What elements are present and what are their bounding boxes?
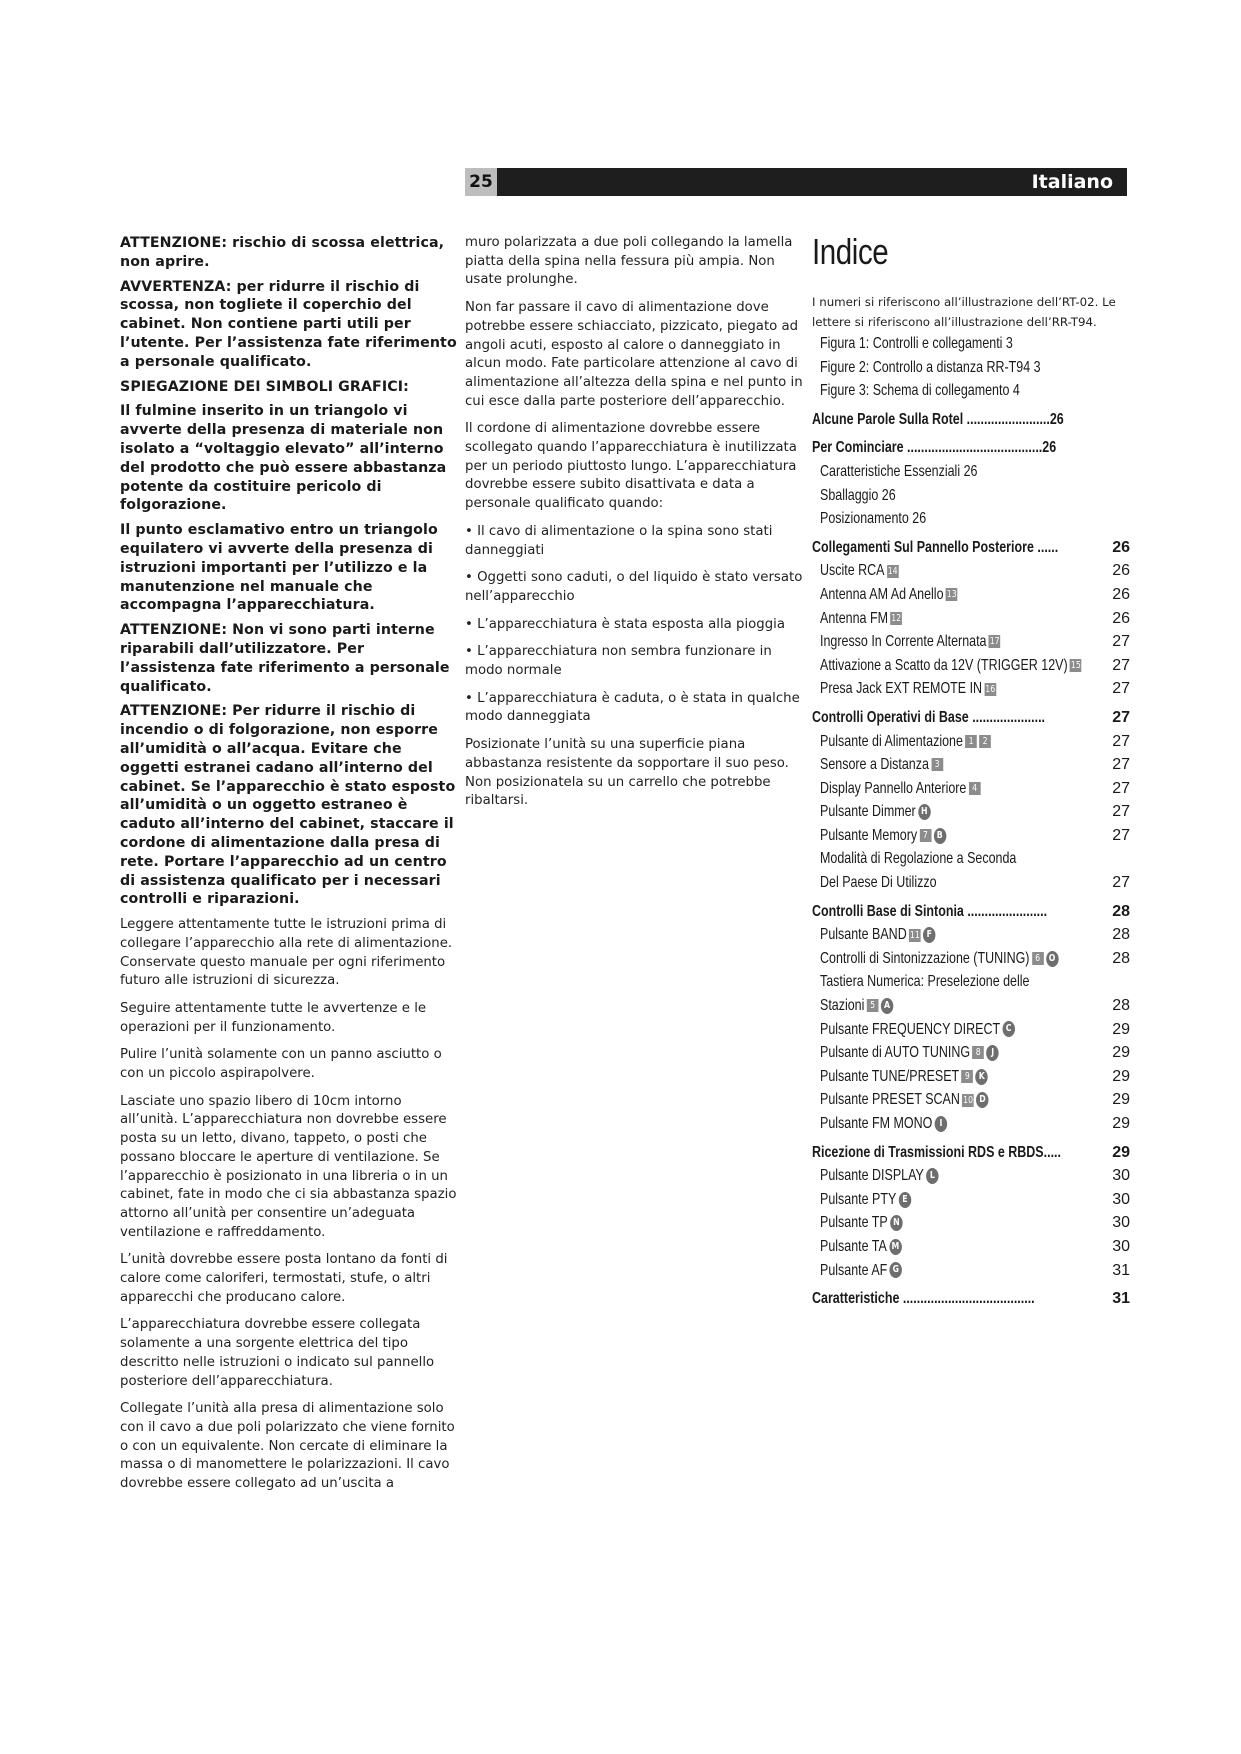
safety-column-left [120, 234, 462, 1503]
toc-entry-text [812, 1287, 1035, 1311]
warning-fire-moisture: ATTENZIONE: Per ridurre il rischio di incendio o di folgorazione, non esporre all’umidità o all’acqua. Evitare che oggetti estranei cadano all’interno del cabinet. Se l’apparecchio è stato esposto all’umidità o un oggetto estraneo è caduto all’interno del cabinet, staccare il cordone di alimentazione dalla presa di rete. Portare l’apparecchio ad un centro di assistenza qualificato per i necessari controlli e riparazioni. [120, 703, 456, 908]
toc-entry-label: Caratteristiche ...................................... [812, 1290, 1035, 1308]
toc-page-number: 27 [1112, 680, 1130, 698]
toc-page-number: 29 [1112, 1091, 1130, 1109]
toc-entry-text [820, 947, 1058, 971]
toc-item[interactable] [812, 677, 1130, 701]
language-label: Italiano [1031, 171, 1113, 193]
toc-entry-text [820, 654, 1082, 678]
toc-entry-label: Pulsante AF [820, 1261, 888, 1279]
paragraph: Pulire l’unità solamente con un panno asciutto o con un piccolo aspirapolvere. [120, 1047, 442, 1082]
toc-entry-label: Pulsante FM MONO [820, 1115, 933, 1132]
toc-entry-text [820, 1211, 903, 1235]
toc-section[interactable] [812, 408, 1130, 432]
toc-page-number: 27 [1112, 708, 1130, 726]
toc-entry-label: Sensore a Distanza [820, 756, 929, 774]
toc-section[interactable] [812, 1141, 1130, 1165]
bullet-item: • L’apparecchiatura è stata esposta alla pioggia [465, 616, 786, 632]
warning-exclamation: Il punto esclamativo entro un triangolo equilatero vi avverte della presenza di istruzioni importanti per l’utilizzo e la manutenzione nel manuale che accompagna l’apparecchiatura. [120, 522, 438, 614]
paragraph: Collegate l’unità alla presa di alimentazione solo con il cavo a due poli polarizzato che viene fornito o con un equivalente. Non cercate di eliminare la massa o di manomettere le polarizzazioni. Il cavo dovrebbe essere collegato ad un’uscita a [120, 1401, 455, 1492]
toc-item[interactable] [812, 753, 1130, 777]
toc-entry-label: Antenna FM [820, 609, 888, 627]
ref-letter-circle: F [923, 927, 935, 943]
toc-entry-text [820, 630, 1001, 654]
toc-item[interactable] [812, 356, 1130, 380]
ref-number-box: 5 [867, 999, 879, 1012]
toc-entry-label: Sballaggio 26 [820, 486, 896, 504]
ref-letter-circle: I [935, 1116, 947, 1132]
ref-number-box: 1 [965, 735, 977, 748]
toc-entry-label: Tastiera Numerica: Preselezione delle [820, 973, 1030, 991]
ref-letter-circle: A [881, 998, 893, 1014]
toc-entry-text [820, 1065, 988, 1089]
toc-page-number: 27 [1112, 756, 1130, 774]
ref-letter-circle: L [926, 1168, 938, 1184]
ref-number-box: 10 [963, 1094, 974, 1106]
toc-item[interactable] [812, 484, 1130, 508]
toc-entry-label: Controlli di Sintonizzazione (TUNING) [820, 949, 1030, 967]
toc-entry-text [820, 871, 937, 895]
toc-item[interactable] [812, 730, 1130, 754]
toc-entry-text [820, 824, 946, 848]
toc-entry-text [820, 1112, 947, 1136]
toc-entry-label: Figure 3: Schema di collegamento 4 [820, 382, 1020, 400]
toc-entry-label: Posizionamento 26 [820, 510, 927, 528]
ref-number-box: 13 [946, 589, 957, 601]
toc-entry-label: Presa Jack EXT REMOTE IN [820, 680, 983, 698]
paragraph: Posizionate l’unità su una superficie piana abbastanza resistente da sopportare il suo peso. Non posizionatela su un carrello che potrebbe ribaltarsi. [465, 737, 789, 809]
ref-letter-circle: D [976, 1092, 988, 1108]
toc-entry-text [812, 536, 1058, 560]
toc-entry-text [820, 356, 1041, 380]
bullet-item: • Il cavo di alimentazione o la spina sono stati danneggiati [465, 523, 773, 558]
toc-entry-label: Modalità di Regolazione a Seconda [820, 850, 1017, 868]
toc-entry-label: Pulsante FREQUENCY DIRECT [820, 1020, 1001, 1038]
toc-page-number: 29 [1112, 1067, 1130, 1085]
toc-item[interactable] [812, 923, 1130, 947]
toc-entry-label: Alcune Parole Sulla Rotel ........................26 [812, 410, 1064, 428]
toc-entry-text [820, 379, 1020, 403]
toc-entry-label: Caratteristiche Essenziali 26 [820, 462, 978, 480]
bullet-item: • Oggetti sono caduti, o del liquido è stato versato nell’apparecchio [465, 570, 803, 604]
toc-page-number: 26 [1112, 538, 1130, 556]
toc-entry-label: Stazioni [820, 997, 865, 1015]
toc-item[interactable] [812, 1065, 1130, 1089]
toc-item[interactable] [812, 800, 1130, 824]
toc-page-number: 29 [1112, 1143, 1130, 1161]
toc-item[interactable] [812, 583, 1130, 607]
ref-number-box: 7 [919, 829, 931, 842]
ref-letter-circle: J [986, 1045, 998, 1061]
safety-column-middle [465, 234, 805, 820]
symbols-heading: SPIEGAZIONE DEI SIMBOLI GRAFICI: [120, 378, 409, 395]
ref-number-box: 15 [1070, 659, 1081, 671]
toc-page-number: 28 [1112, 926, 1130, 944]
toc-item[interactable] [812, 871, 1130, 895]
toc-entry-text [820, 460, 977, 484]
toc-entry-text [820, 1018, 1015, 1042]
toc-intro: I numeri si riferiscono all’illustrazione dell’RT-02. Le lettere si riferiscono all’illustrazione dell’RR-T94. [812, 295, 1116, 329]
toc-item[interactable] [812, 654, 1130, 678]
toc-entry-text [820, 332, 1013, 356]
toc-entry-text [820, 583, 958, 607]
toc-section[interactable] [812, 436, 1130, 460]
warning-lightning: Il fulmine inserito in un triangolo vi avverte della presenza di materiale non isolato a “voltaggio elevato” all’interno del prodotto che può essere abbastanza potente da costituire pericolo di folgorazione. [120, 403, 447, 514]
toc-page-number: 30 [1112, 1237, 1130, 1255]
toc-item[interactable] [812, 559, 1130, 583]
toc-item[interactable] [812, 1235, 1130, 1259]
toc-entry-text [820, 607, 902, 631]
toc-entry-text [820, 1188, 911, 1212]
toc-list [812, 332, 1130, 1311]
toc-entry-label: Pulsante TA [820, 1237, 887, 1255]
toc-page-number: 30 [1112, 1167, 1130, 1185]
toc-entry-text [820, 730, 991, 754]
paragraph: Leggere attentamente tutte le istruzioni prima di collegare l’apparecchio alla rete di alimentazione. Conservate questo manuale per ogni riferimento futuro alle istruzioni di sicurezza. [120, 917, 453, 989]
toc-item[interactable] [812, 994, 1130, 1018]
toc-entry-text [812, 1141, 1061, 1165]
toc-item[interactable] [812, 947, 1130, 971]
toc-page-number: 30 [1112, 1214, 1130, 1232]
toc-item[interactable] [812, 1112, 1130, 1136]
toc-entry-label: Pulsante PTY [820, 1190, 897, 1208]
toc-item[interactable] [812, 379, 1130, 403]
toc-item[interactable] [812, 460, 1130, 484]
toc-entry-text [820, 1164, 939, 1188]
paragraph: Il cordone di alimentazione dovrebbe essere scollegato quando l’apparecchiatura è inutilizzata per un periodo piuttosto lungo. L’apparecchiatura dovrebbe essere subito disattivata e data a personale qualificato quando: [465, 421, 797, 512]
toc-entry-label: Pulsante di Alimentazione [820, 732, 963, 750]
toc-entry-label: Pulsante BAND [820, 926, 907, 944]
toc-entry-text [820, 1235, 902, 1259]
toc-entry-text [820, 484, 896, 508]
toc-entry-label: Pulsante PRESET SCAN [820, 1091, 960, 1109]
toc-page-number: 29 [1112, 1044, 1130, 1062]
toc-item[interactable] [812, 970, 1130, 994]
toc-page-number: 27 [1112, 803, 1130, 821]
toc-entry-label: Figure 2: Controllo a distanza RR-T94 3 [820, 358, 1041, 376]
paragraph: Lasciate uno spazio libero di 10cm intorno all’unità. L’apparecchiatura non dovrebbe essere posta su un letto, divano, tappeto, o posti che possano bloccare le aperture di ventilazione. Se l’apparecchio è posizionato in una libreria o in un cabinet, fate in modo che ci sia abbastanza spazio attorno all’unità per consentire un’adeguata ventilazione e raffreddamento. [120, 1093, 457, 1240]
toc-entry-text [820, 1259, 902, 1283]
toc-entry-text [820, 847, 1016, 871]
toc-entry-text [820, 800, 931, 824]
toc-entry-label: Attivazione a Scatto da 12V (TRIGGER 12V) [820, 656, 1068, 674]
ref-letter-circle: E [899, 1192, 911, 1208]
toc-entry-text [820, 753, 943, 777]
toc-page-number: 29 [1112, 1115, 1130, 1132]
toc-page-number: 29 [1112, 1020, 1130, 1038]
toc-page-number: 26 [1112, 609, 1130, 627]
toc-entry-label: Controlli Operativi di Base ..................... [812, 708, 1046, 726]
toc-entry-label: Pulsante Dimmer [820, 803, 916, 821]
toc-item[interactable] [812, 847, 1130, 871]
toc-entry-label: Del Paese Di Utilizzo [820, 874, 937, 892]
paragraph: Non far passare il cavo di alimentazione dove potrebbe essere schiacciato, pizzicato, piegato ad angoli acuti, esposto al calore o danneggiato in alcun modo. Fate particolare attenzione al cavo di alimentazione all’altezza della spina e nel punto in cui esce dalla parte posteriore dell’apparecchio. [465, 300, 803, 409]
toc-entry-text [820, 1088, 989, 1112]
toc-page-number: 27 [1112, 779, 1130, 797]
bullet-item: • L’apparecchiatura è caduta, o è stata in qualche modo danneggiata [465, 690, 800, 725]
ref-letter-circle: K [976, 1069, 988, 1085]
toc-entry-label: Pulsante TP [820, 1214, 888, 1232]
ref-letter-circle: C [1002, 1021, 1014, 1037]
toc-item[interactable] [812, 1018, 1130, 1042]
ref-number-box: 6 [1032, 952, 1044, 965]
ref-letter-circle: G [890, 1262, 902, 1278]
toc-entry-label: Controlli Base di Sintonia ....................... [812, 902, 1048, 920]
ref-number-box: 11 [909, 929, 920, 941]
toc-entry-text [820, 1041, 999, 1065]
toc-item[interactable] [812, 824, 1130, 848]
paragraph: Seguire attentamente tutte le avvertenze e le operazioni per il funzionamento. [120, 1000, 427, 1035]
ref-number-box: 8 [972, 1046, 984, 1059]
toc-section[interactable] [812, 1287, 1130, 1311]
toc-title: Indice [812, 231, 889, 272]
ref-number-box: 2 [979, 735, 991, 748]
toc-section[interactable] [812, 536, 1130, 560]
toc-entry-label: Pulsante di AUTO TUNING [820, 1044, 971, 1062]
toc-item[interactable] [812, 1188, 1130, 1212]
toc-entry-text [820, 970, 1029, 994]
toc-entry-label: Ingresso In Corrente Alternata [820, 633, 987, 651]
toc-section[interactable] [812, 706, 1130, 730]
toc-item[interactable] [812, 1211, 1130, 1235]
toc-entry-label: Per Cominciare .......................................26 [812, 439, 1057, 457]
toc-page-number: 28 [1112, 949, 1130, 967]
toc-entry-label: Ricezione di Trasmissioni RDS e RBDS..... [812, 1143, 1061, 1161]
ref-letter-circle: O [1046, 951, 1058, 967]
toc-entry-label: Uscite RCA [820, 562, 885, 580]
toc-entry-label: Antenna AM Ad Anello [820, 585, 944, 603]
toc-page-number: 27 [1112, 633, 1130, 651]
page-header-bar [465, 168, 1127, 196]
toc-entry-text [812, 436, 1056, 460]
toc-page-number: 27 [1112, 656, 1130, 674]
toc-item[interactable] [812, 507, 1130, 531]
ref-number-box: 12 [891, 612, 902, 624]
toc-page-number: 27 [1112, 826, 1130, 844]
toc-page-number: 28 [1112, 997, 1130, 1015]
toc-entry-label: Collegamenti Sul Pannello Posteriore ...... [812, 538, 1059, 556]
toc-entry-text [820, 923, 936, 947]
toc-entry-label: Pulsante Memory [820, 826, 918, 844]
page-number: 25 [465, 168, 497, 196]
toc-page-number: 31 [1112, 1290, 1130, 1308]
toc-entry-label: Pulsante TUNE/PRESET [820, 1067, 960, 1085]
ref-letter-circle: H [918, 804, 930, 820]
toc-entry-text [820, 777, 980, 801]
toc-entry-label: Pulsante DISPLAY [820, 1167, 924, 1185]
paragraph: L’apparecchiatura dovrebbe essere collegata solamente a una sorgente elettrica del tipo descritto nelle istruzioni o indicato sul pannello posteriore dell’apparecchiatura. [120, 1317, 435, 1389]
toc-page-number: 26 [1112, 562, 1130, 580]
warning-no-user-parts: ATTENZIONE: Non vi sono parti interne riparabili dall’utilizzatore. Per l’assistenza fate riferimento a personale qualificato. [120, 622, 450, 695]
toc-entry-text [820, 507, 926, 531]
table-of-contents [812, 230, 1130, 1311]
toc-item[interactable] [812, 1164, 1130, 1188]
toc-entry-label: Figura 1: Controlli e collegamenti 3 [820, 335, 1013, 352]
ref-letter-circle: N [890, 1215, 902, 1231]
ref-number-box: 3 [931, 758, 943, 771]
toc-item[interactable] [812, 1259, 1130, 1283]
paragraph: L’unità dovrebbe essere posta lontano da fonti di calore come caloriferi, termostati, stufe, o altri apparecchi che producano calore. [120, 1252, 448, 1305]
toc-item[interactable] [812, 1088, 1130, 1112]
ref-number-box: 14 [887, 565, 898, 577]
ref-number-box: 17 [989, 636, 1000, 648]
ref-number-box: 16 [985, 683, 996, 695]
toc-entry-text [820, 994, 893, 1018]
toc-page-number: 28 [1112, 902, 1130, 920]
toc-page-number: 31 [1112, 1261, 1130, 1279]
bullet-item: • L’apparecchiatura non sembra funzionare in modo normale [465, 644, 772, 679]
toc-item[interactable] [812, 777, 1130, 801]
toc-item[interactable] [812, 332, 1130, 356]
toc-entry-text [820, 559, 899, 583]
toc-item[interactable] [812, 630, 1130, 654]
ref-letter-circle: M [889, 1239, 901, 1255]
toc-section[interactable] [812, 900, 1130, 924]
toc-entry-label: Display Pannello Anteriore [820, 779, 967, 797]
toc-page-number: 27 [1112, 732, 1130, 750]
toc-item[interactable] [812, 1041, 1130, 1065]
ref-number-box: 9 [962, 1070, 974, 1083]
toc-item[interactable] [812, 607, 1130, 631]
toc-entry-text [812, 408, 1064, 432]
toc-page-number: 30 [1112, 1190, 1130, 1208]
paragraph: muro polarizzata a due poli collegando la lamella piatta della spina nella fessura più ampia. Non usate prolunghe. [465, 235, 793, 288]
ref-letter-circle: B [933, 828, 945, 844]
toc-entry-text [812, 900, 1047, 924]
toc-entry-text [820, 677, 996, 701]
toc-page-number: 27 [1112, 874, 1130, 892]
toc-page-number: 26 [1112, 585, 1130, 603]
warning-shock: ATTENZIONE: rischio di scossa elettrica, non aprire. [120, 235, 445, 270]
warning-cover: AVVERTENZA: per ridurre il rischio di scossa, non togliete il coperchio del cabinet. Non contiene parti utili per l’utente. Per l’assistenza fate riferimento a personale qualificato. [120, 278, 457, 370]
ref-number-box: 4 [969, 782, 981, 795]
toc-entry-text [812, 706, 1045, 730]
